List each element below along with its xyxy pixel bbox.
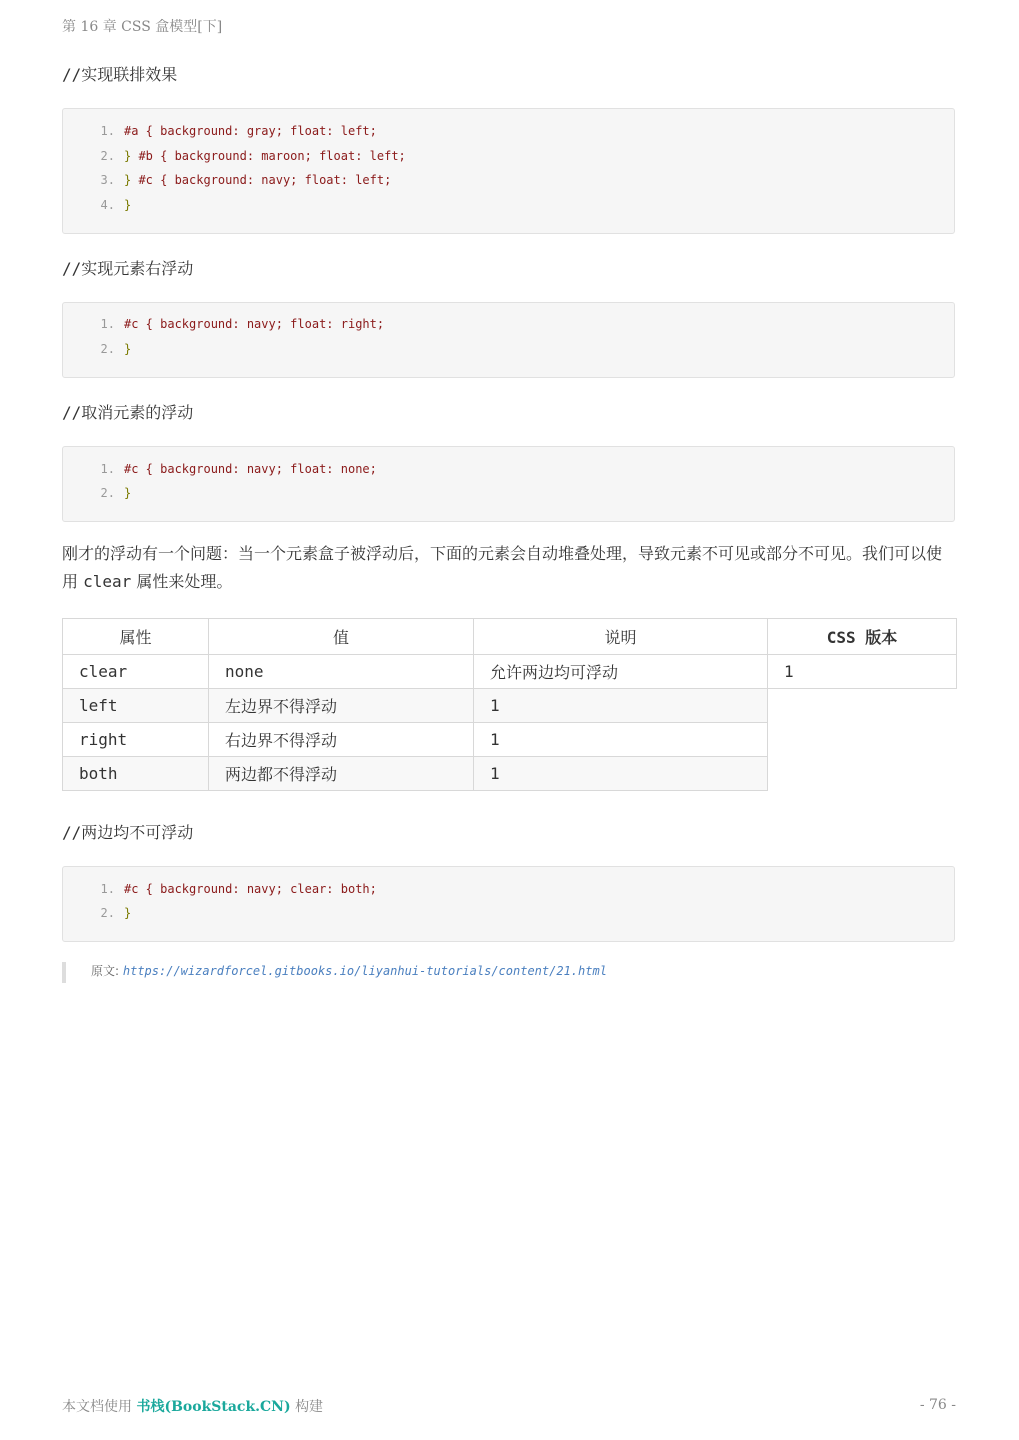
table-row (63, 655, 957, 689)
table-cell: 允许两边均可浮动 (474, 655, 768, 689)
code-brace: } (124, 486, 132, 500)
code-brace: } (124, 906, 132, 920)
code-line (63, 339, 131, 359)
clear-property-table (62, 618, 957, 791)
code-line (63, 121, 377, 141)
comment-line: //两边均不可浮动 (62, 823, 194, 842)
body-paragraph (62, 540, 955, 596)
line-number: 3. (100, 173, 115, 187)
code-text: #c { background: navy; float: none; (124, 462, 377, 476)
line-number: 1. (100, 317, 115, 331)
chapter-header: 第 16 章 CSS 盒模型[下] (62, 19, 223, 35)
table-header-cell: 值 (209, 619, 474, 655)
footer-prefix: 本文档使用 (62, 1399, 132, 1415)
code-line (63, 170, 391, 190)
table-cell: none (209, 655, 474, 689)
source-quote (62, 962, 607, 983)
code-line (63, 879, 377, 899)
code-line (63, 314, 384, 334)
table-cell-empty (768, 723, 957, 757)
table-cell: right (63, 723, 209, 757)
table-cell: 1 (768, 655, 957, 689)
comment-line: //取消元素的浮动 (62, 403, 194, 422)
table-row (63, 689, 957, 723)
code-line (63, 903, 131, 923)
table-header-cell: CSS 版本 (768, 619, 957, 655)
code-brace: } (124, 149, 132, 163)
comment-line: //实现联排效果 (62, 65, 178, 84)
line-number: 2. (100, 906, 115, 920)
table-cell: both (63, 757, 209, 791)
code-text: #c { background: navy; float: right; (124, 317, 385, 331)
code-text: #c { background: navy; float: left; (131, 173, 392, 187)
code-brace: } (124, 342, 132, 356)
table-cell: 1 (474, 723, 768, 757)
table-header-cell: 说明 (474, 619, 768, 655)
line-number: 4. (100, 198, 115, 212)
code-line (63, 195, 131, 215)
code-text: #b { background: maroon; float: left; (131, 149, 406, 163)
paragraph-text: 属性来处理。 (131, 572, 233, 591)
line-number: 1. (100, 882, 115, 896)
line-number: 2. (100, 149, 115, 163)
code-line (63, 483, 131, 503)
code-block (62, 302, 955, 378)
code-block (62, 108, 955, 234)
table-row (63, 757, 957, 791)
table-cell: 1 (474, 689, 768, 723)
source-label: 原文: (91, 964, 120, 978)
line-number: 2. (100, 342, 115, 356)
table-cell: clear (63, 655, 209, 689)
source-link[interactable]: https://wizardforcel.gitbooks.io/liyanhui-tutorials/content/21.html (122, 964, 607, 978)
paragraph-text: 刚才的浮动有一个问题：当一个元素盒子被浮动后，下面的元素会自动堆叠处理，导致元素不可见或部分不可见。我们可以使用 (62, 544, 943, 591)
code-block (62, 446, 955, 522)
bookstack-link[interactable]: 书栈(BookStack.CN) (136, 1399, 291, 1415)
comment-line: //实现元素右浮动 (62, 259, 194, 278)
code-text: #c { background: navy; clear: both; (124, 882, 377, 896)
table-cell-empty (768, 689, 957, 723)
table-cell: 左边界不得浮动 (209, 689, 474, 723)
line-number: 2. (100, 486, 115, 500)
table-cell: 1 (474, 757, 768, 791)
table-cell-empty (768, 757, 957, 791)
table-cell: 两边都不得浮动 (209, 757, 474, 791)
footer-suffix: 构建 (295, 1399, 324, 1415)
table-header-cell: 属性 (63, 619, 209, 655)
code-text: #a { background: gray; float: left; (124, 124, 377, 138)
footer-credit (62, 1396, 323, 1416)
line-number: 1. (100, 124, 115, 138)
table-cell: left (63, 689, 209, 723)
table-cell: 右边界不得浮动 (209, 723, 474, 757)
inline-code: clear (83, 572, 132, 591)
table-row (63, 723, 957, 757)
line-number: 1. (100, 462, 115, 476)
table-header-row (63, 619, 957, 655)
code-line (63, 146, 406, 166)
code-block (62, 866, 955, 942)
code-brace: } (124, 198, 132, 212)
code-brace: } (124, 173, 132, 187)
page-number: - 76 - (919, 1397, 956, 1413)
code-line (63, 459, 377, 479)
